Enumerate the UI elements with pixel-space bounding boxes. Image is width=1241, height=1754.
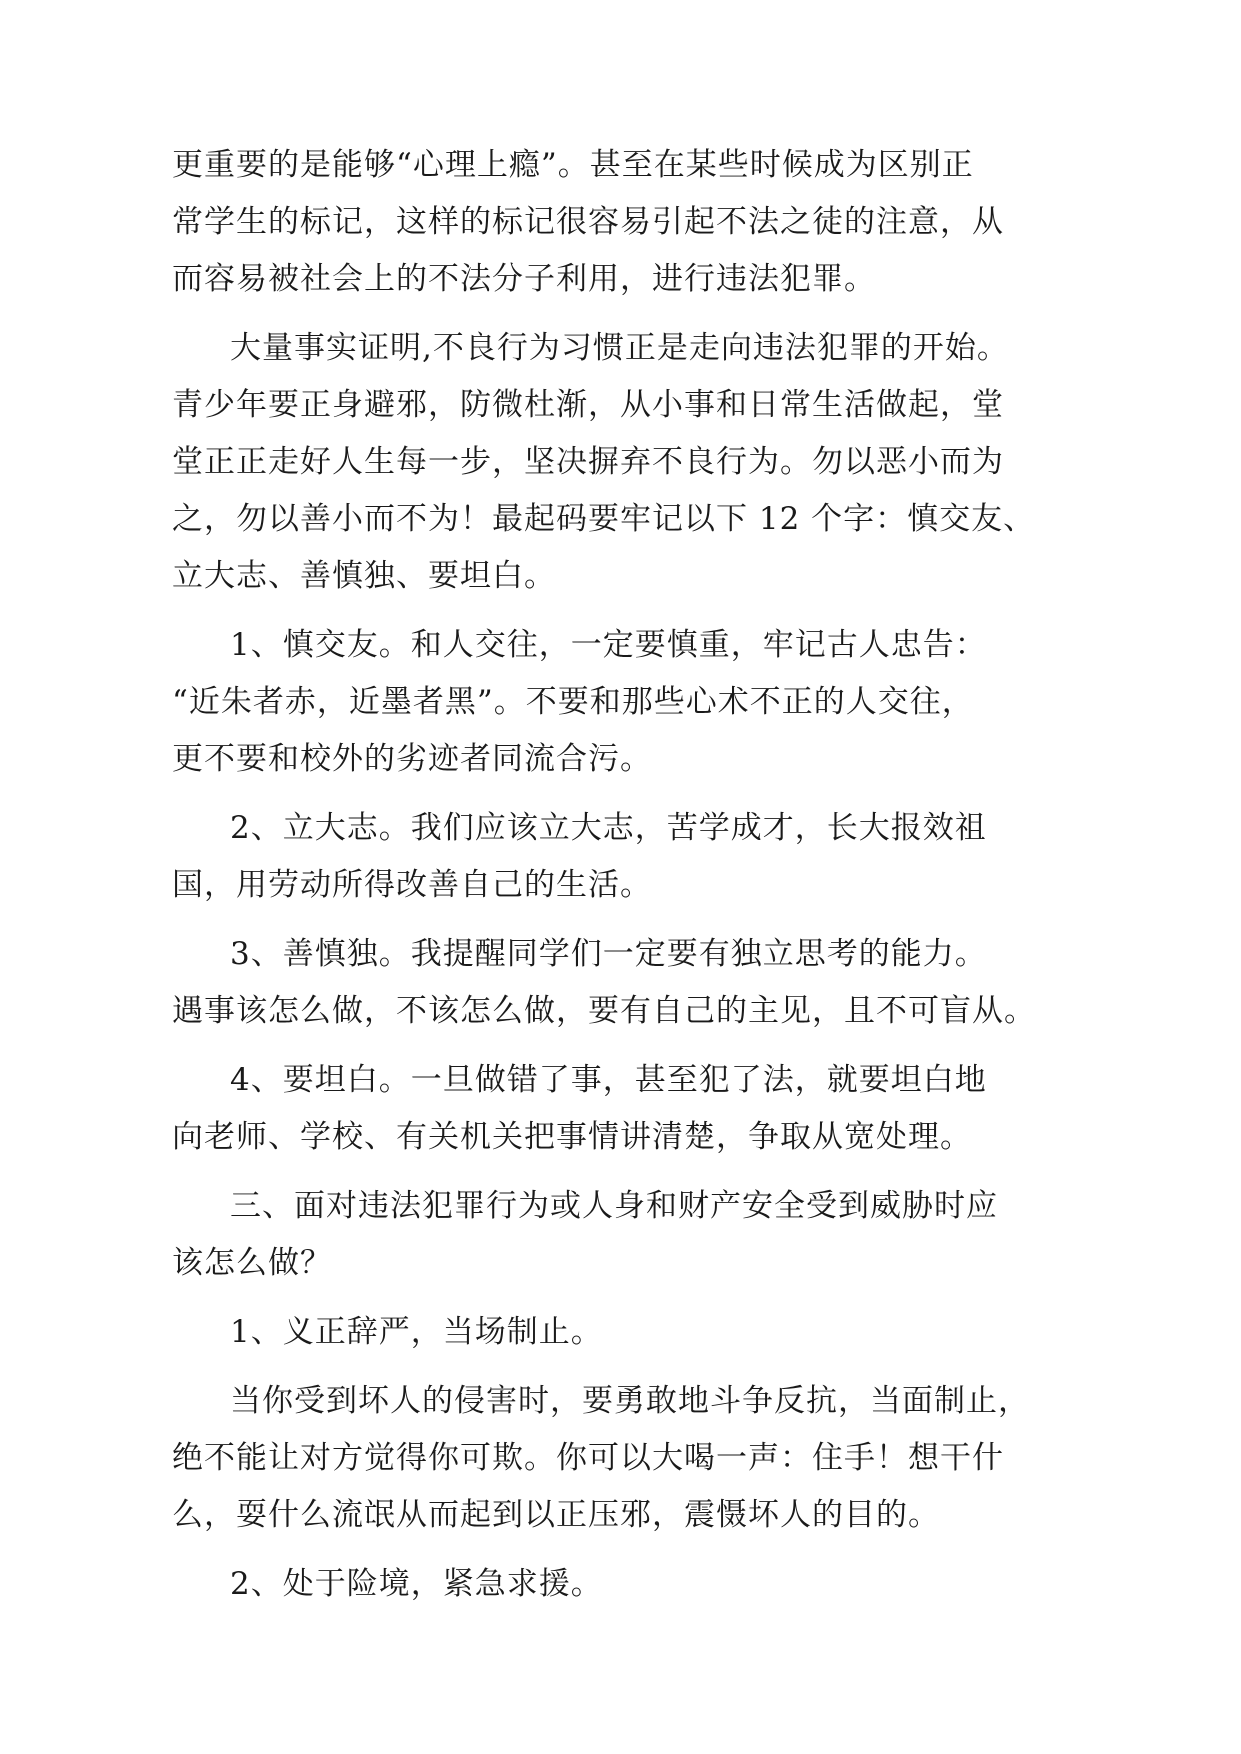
text-line: 国，用劳动所得改善自己的生活。 [172, 867, 652, 903]
text-line: 青少年要正身避邪，防微杜渐，从小事和日常生活做起，堂 [172, 387, 1004, 423]
text-line: 绝不能让对方觉得你可欺。你可以大喝一声：住手！想干什 [172, 1440, 1004, 1476]
text-line: 之，勿以善小而不为！最起码要牢记以下 12 个字：慎交友、 [172, 501, 1036, 537]
text-line: 当你受到坏人的侵害时，要勇敢地斗争反抗，当面制止， [230, 1383, 1030, 1419]
text-line: 大量事实证明,不良行为习惯正是走向违法犯罪的开始。 [230, 330, 1009, 366]
text-line: “近朱者赤，近墨者黑”。不要和那些心术不正的人交往， [172, 684, 974, 720]
text-line: 常学生的标记，这样的标记很容易引起不法之徒的注意，从 [172, 204, 1004, 240]
text-line: 立大志、善慎独、要坦白。 [172, 558, 556, 594]
text-line: 1、义正辞严，当场制止。 [230, 1314, 603, 1350]
section-heading-line: 该怎么做？ [172, 1245, 332, 1281]
section-heading-line: 三、面对违法犯罪行为或人身和财产安全受到威胁时应 [230, 1188, 998, 1224]
text-line: 更不要和校外的劣迹者同流合污。 [172, 741, 652, 777]
text-line: 么，耍什么流氓从而起到以正压邪，震慑坏人的目的。 [172, 1497, 940, 1533]
text-line: 而容易被社会上的不法分子利用，进行违法犯罪。 [172, 261, 876, 297]
text-line: 向老师、学校、有关机关把事情讲清楚，争取从宽处理。 [172, 1119, 972, 1155]
text-line: 2、处于险境，紧急求援。 [230, 1566, 603, 1602]
text-line: 更重要的是能够“心理上瘾”。甚至在某些时候成为区别正 [172, 147, 974, 183]
text-line: 3、善慎独。我提醒同学们一定要有独立思考的能力。 [230, 936, 987, 972]
text-line: 2、立大志。我们应该立大志，苦学成才，长大报效祖 [230, 810, 987, 846]
text-line: 遇事该怎么做，不该怎么做，要有自己的主见，且不可盲从。 [172, 993, 1036, 1029]
text-line: 堂正正走好人生每一步，坚决摒弃不良行为。勿以恶小而为 [172, 444, 1004, 480]
text-line: 1、慎交友。和人交往，一定要慎重，牢记古人忠告： [230, 627, 987, 663]
text-line: 4、要坦白。一旦做错了事，甚至犯了法，就要坦白地 [230, 1062, 987, 1098]
